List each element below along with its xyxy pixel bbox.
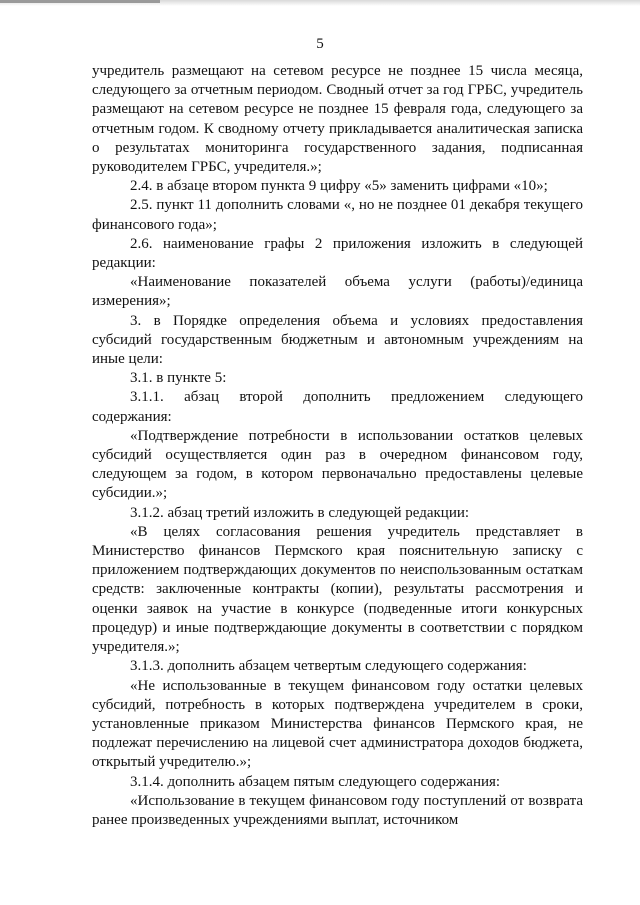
- paragraph-column-name: «Наименование показателей объема услуги (работы)/единица измерения»;: [92, 274, 583, 310]
- paragraph-3-1-3: 3.1.3. дополнить абзацем четвертым следующего содержания:: [130, 658, 527, 675]
- document-body: [92, 62, 583, 830]
- paragraph-quote-unused-balances: «Не использованные в текущем финансовом году остатки целевых субсидий, потребность в которых подтверждена учредителем в сроки, установленные приказом Министерства финансов Пермского края, не подлежат перечислению на лицевой счет администратора доходов бюджета, открытый учредителю.»;: [92, 677, 583, 771]
- paragraph-3-1-2: 3.1.2. абзац третий изложить в следующей редакции:: [130, 504, 470, 521]
- page-number: 5: [316, 36, 324, 52]
- paragraph-2-5: 2.5. пункт 11 дополнить словами «, но не позднее 01 декабря текущего финансового года»;: [92, 197, 583, 233]
- paragraph-2-4: 2.4. в абзаце втором пункта 9 цифру «5» заменить цифрами «10»;: [130, 178, 548, 195]
- paragraph-quote-usage: «Использование в текущем финансовом году поступлений от возврата ранее произведенных учреждениями выплат, источником: [92, 792, 583, 828]
- paragraph-quote-confirmation: «Подтверждение потребности в использовании остатков целевых субсидий осуществляется один раз в очередном финансовом году, следующем за годом, в котором первоначально предоставлены целевые субсидии.»;: [92, 427, 583, 502]
- paragraph-continuation: учредитель размещают на сетевом ресурсе не позднее 15 числа месяца, следующего за отчетным периодом. Сводный отчет за год ГРБС, учредитель размещают на сетевом ресурсе не позднее 15 февраля года, следующего за отчетным годом. К сводному отчету прикладывается аналитическая записка о результатах мониторинга государственного задания, подписанная руководителем ГРБС, учредителя.»;: [92, 63, 583, 176]
- paragraph-quote-approval: «В целях согласования решения учредитель представляет в Министерство финансов Пермского края пояснительную записку с приложением подтверждающих документов по неиспользованным остаткам средств: заключенные контракты (копии), результаты рассмотрения и оценки заявок на участие в конкурсе (подведенные итоги конкурсных процедур) и иные подтверждающие документы в соответствии с порядком учредителя.»;: [92, 523, 583, 656]
- scan-mark: [0, 0, 160, 3]
- paragraph-3-1-1: 3.1.1. абзац второй дополнить предложением следующего содержания:: [92, 389, 583, 425]
- paragraph-3-1: 3.1. в пункте 5:: [130, 370, 227, 387]
- paragraph-3-1-4: 3.1.4. дополнить абзацем пятым следующего содержания:: [130, 773, 501, 790]
- paragraph-2-6: 2.6. наименование графы 2 приложения изложить в следующей редакции:: [92, 235, 583, 272]
- paragraph-3: 3. в Порядке определения объема и условиях предоставления субсидий государственным бюджетным и автономным учреждениям на иные цели:: [92, 312, 583, 368]
